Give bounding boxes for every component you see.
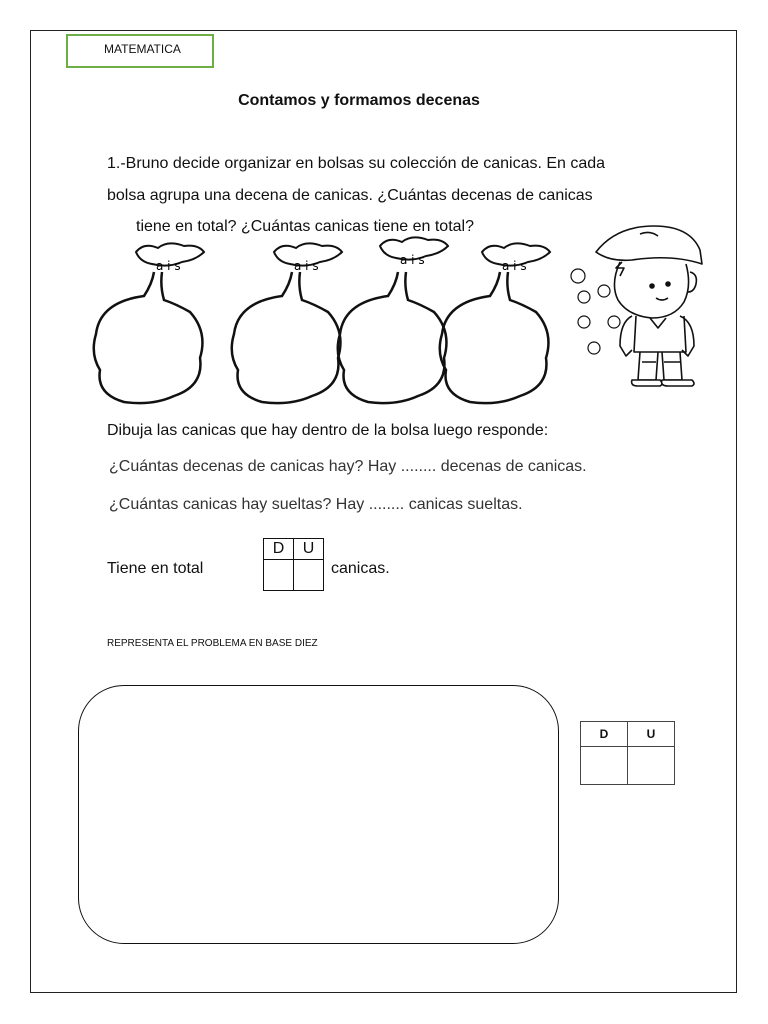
col-header-u: U <box>294 539 324 560</box>
marble <box>608 316 620 328</box>
total-prefix: Tiene en total <box>107 560 204 577</box>
loose-marbles <box>571 269 620 354</box>
question-sueltas: ¿Cuántas canicas hay sueltas? Hay ........ canicas sueltas. <box>109 496 523 513</box>
marble <box>578 316 590 328</box>
base-ten-label: REPRESENTA EL PROBLEMA EN BASE DIEZ <box>107 638 318 649</box>
marble <box>588 342 600 354</box>
bag-tag: a i s <box>156 259 181 273</box>
bag-2 <box>232 243 342 403</box>
question-decenas: ¿Cuántas decenas de canicas hay? Hay ........ decenas de canicas. <box>109 458 587 475</box>
boy-illustration <box>596 226 702 386</box>
bag-tag: a i s <box>502 259 527 273</box>
bag-tag: a i s <box>400 253 425 267</box>
side-du-table <box>580 721 675 785</box>
marble <box>598 285 610 297</box>
answer-cell-d[interactable] <box>264 560 294 591</box>
subject-label: MATEMATICA <box>66 34 214 68</box>
bag-4 <box>440 243 550 403</box>
marble <box>578 291 590 303</box>
total-suffix: canicas. <box>331 560 390 577</box>
bag-tag: a i s <box>294 259 319 273</box>
total-du-table <box>263 538 324 591</box>
answer-cell-u[interactable] <box>628 747 675 785</box>
problem-line-1: 1.-Bruno decide organizar en bolsas su colección de canicas. En cada <box>107 155 606 172</box>
drawing-area[interactable] <box>78 685 559 944</box>
problem-line-3: tiene en total? ¿Cuántas canicas tiene en total? <box>136 218 474 235</box>
page-title-text: Contamos y formamos decenas <box>238 92 480 109</box>
answer-cell-u[interactable] <box>294 560 324 591</box>
col-header-d: D <box>581 722 628 747</box>
answer-cell-d[interactable] <box>581 747 628 785</box>
problem-line-2: bolsa agrupa una decena de canicas. ¿Cuántas decenas de canicas <box>107 187 593 204</box>
bags-illustration <box>0 0 768 420</box>
col-header-d: D <box>264 539 294 560</box>
bag-3 <box>338 237 448 403</box>
marble <box>571 269 585 283</box>
instruction-text: Dibuja las canicas que hay dentro de la bolsa luego responde: <box>107 422 549 439</box>
col-header-u: U <box>628 722 675 747</box>
bag-1 <box>94 243 204 403</box>
